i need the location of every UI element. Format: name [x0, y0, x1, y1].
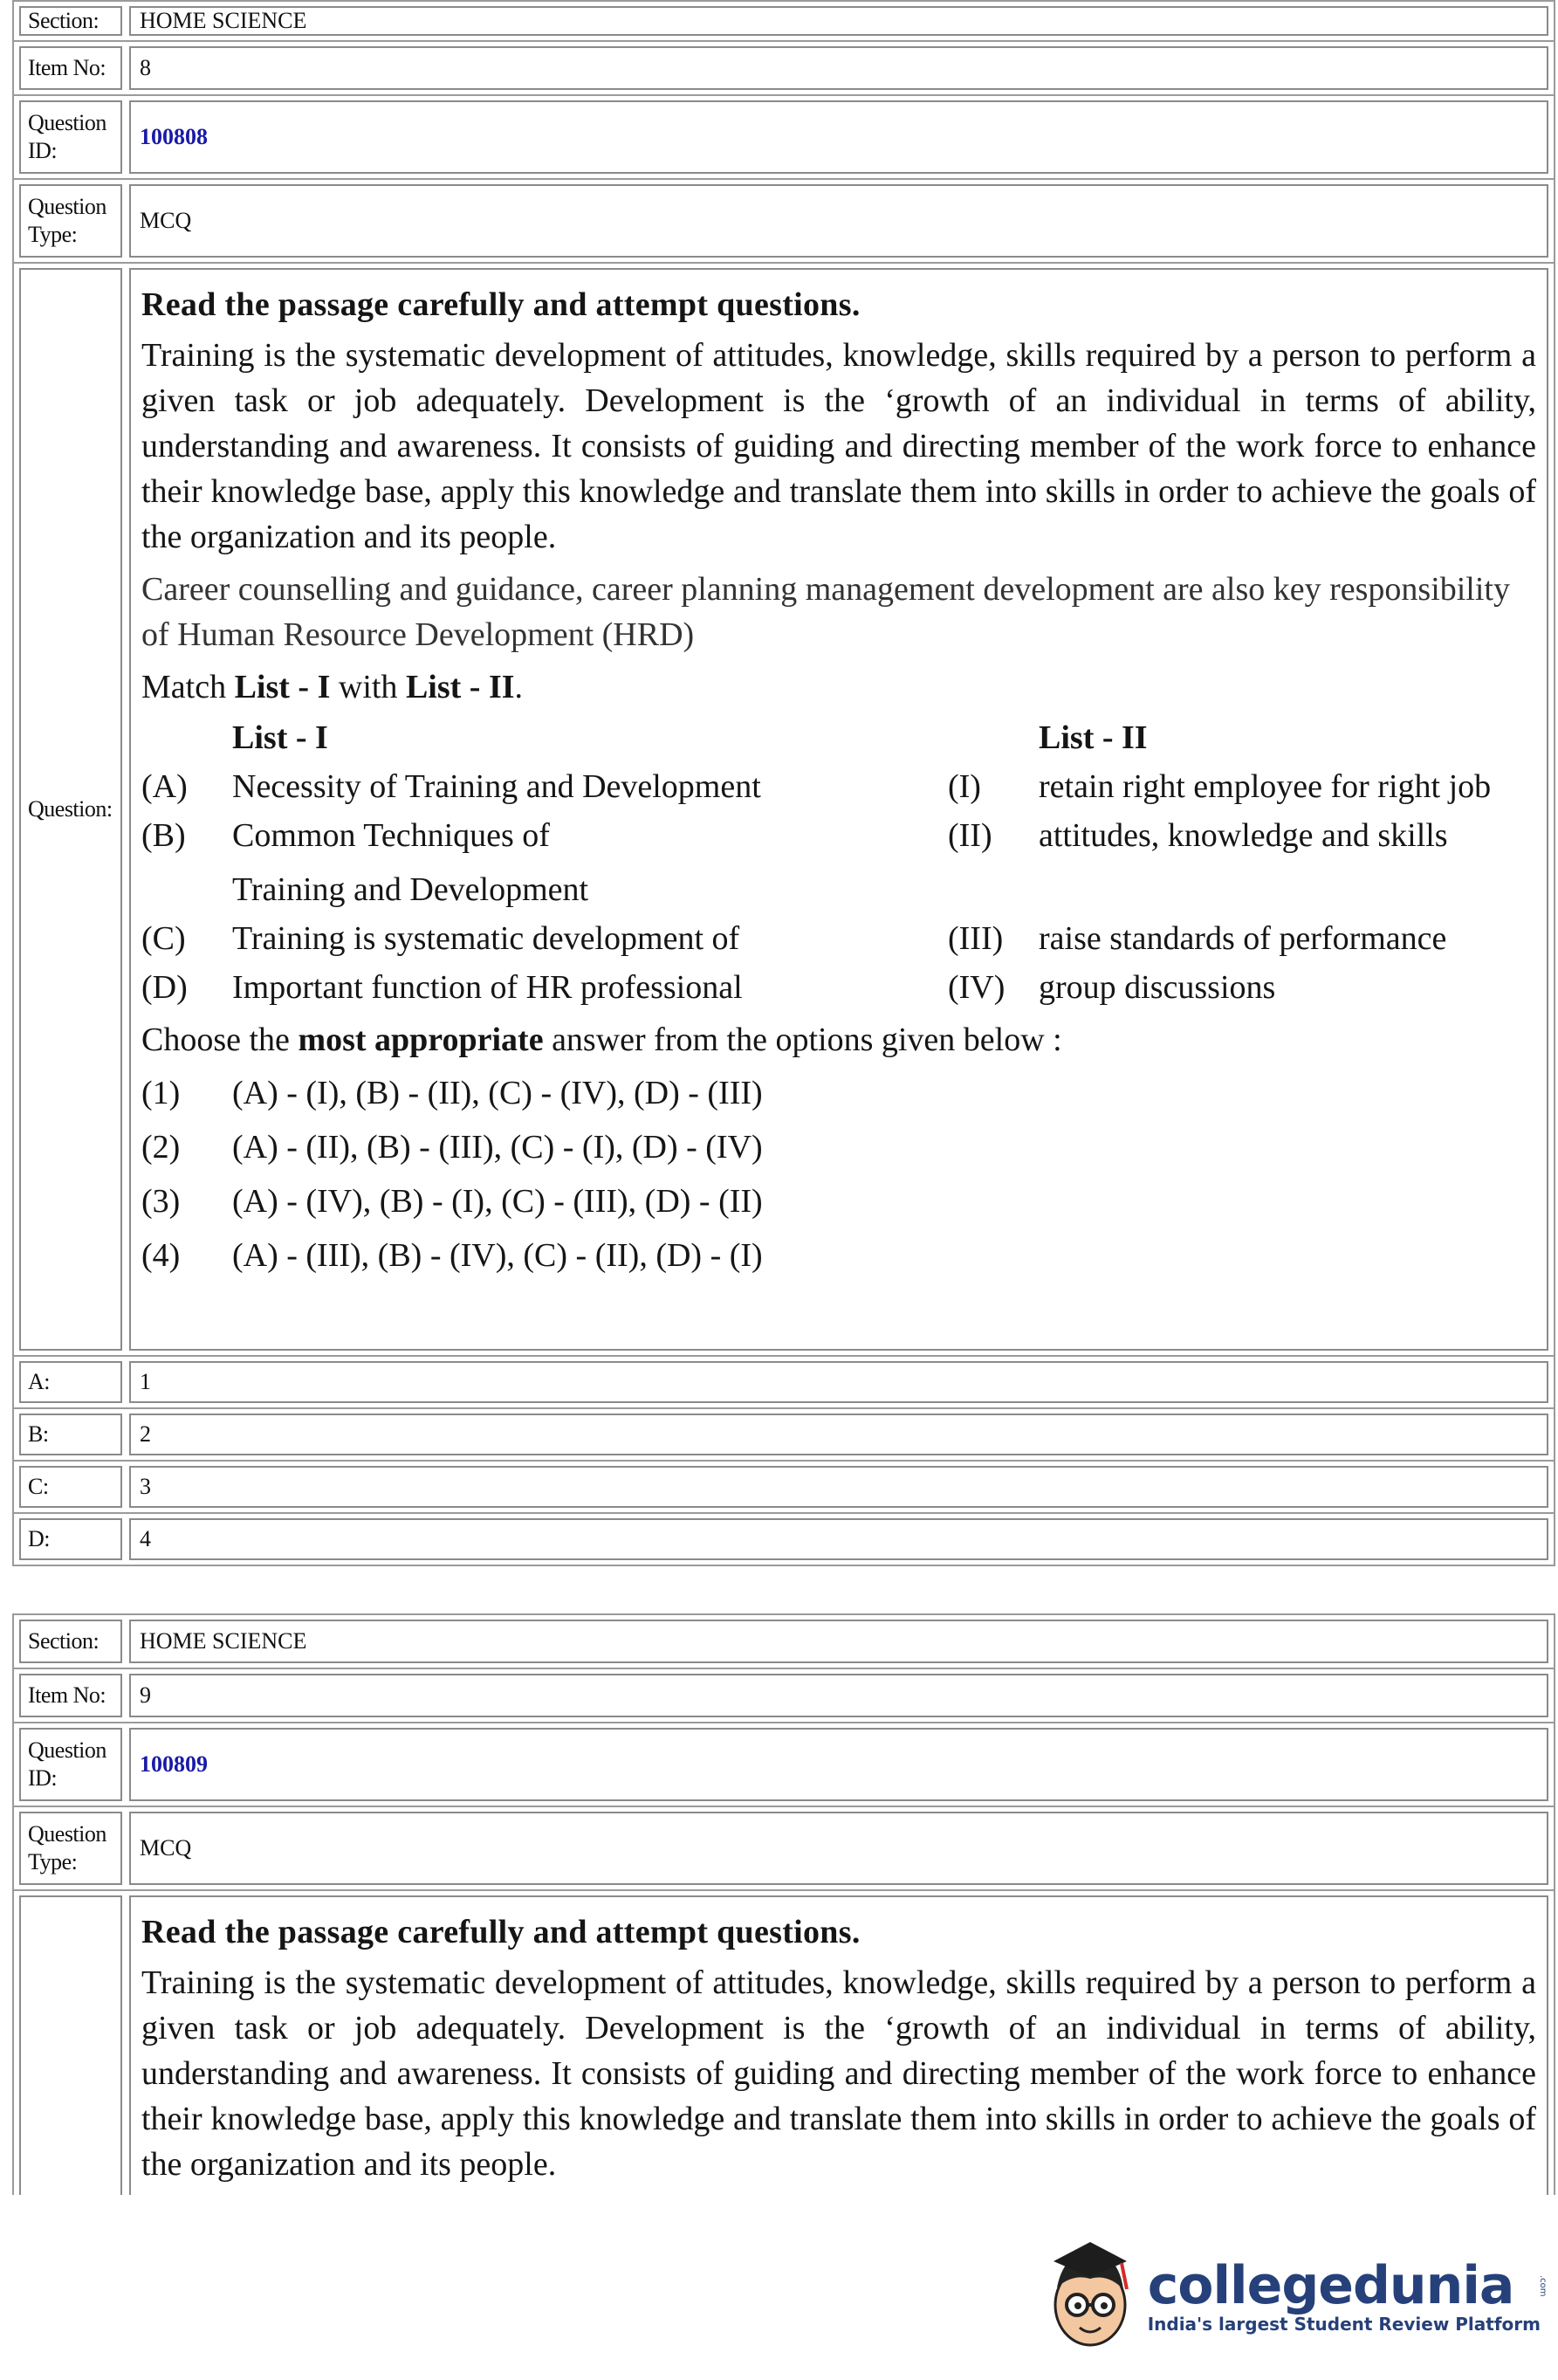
passage-paragraph: Training is the systematic development of attitudes, knowledge, skills required by a person to perform a given task or job adequately. Development is the ‘growth of an individual in terms of ability, understanding and awareness. It consists of guiding and directing member of the work force to enhance their knowledge base, apply this knowledge and translate them into skills in order to achieve the goals of the organization and its people.: [141, 1964, 1536, 2183]
section-label: Section:: [19, 6, 122, 36]
list2-key-iv: (IV): [948, 969, 1005, 1006]
options-list: [141, 1066, 1536, 1283]
collegedunia-logo: [1038, 2235, 1548, 2357]
item-no-label: Item No:: [19, 1674, 122, 1717]
question-label: Question:: [19, 268, 122, 1351]
match-list2: List - II: [405, 669, 515, 705]
option-number: (2): [141, 1129, 181, 1166]
question-type-row: [14, 1807, 1554, 1891]
list2-key-iii: (III): [948, 920, 1004, 957]
question-type-label-line2: Type:: [28, 1849, 78, 1874]
list2-key-ii: (II): [948, 817, 992, 854]
answer-a-value: 1: [129, 1361, 1548, 1403]
option-3: [141, 1174, 1536, 1228]
option-text: (A) - (IV), (B) - (I), (C) - (III), (D) - (II): [232, 1183, 763, 1220]
answer-c-row: [14, 1462, 1554, 1514]
passage-paragraph: Training is the systematic development of attitudes, knowledge, skills required by a person to perform a given task or job adequately. Development is the ‘growth of an individual in terms of ability, understanding and awareness. It consists of guiding and directing member of the work force to enhance their knowledge base, apply this knowledge and translate them into skills in order to achieve the goals of the organization and its people.: [141, 337, 1536, 555]
option-text: (A) - (I), (B) - (II), (C) - (IV), (D) - (III): [232, 1075, 763, 1111]
item-no-label: Item No:: [19, 46, 122, 90]
option-1: [141, 1066, 1536, 1120]
choose-instruction: [141, 1017, 1536, 1063]
item-no-value: 8: [129, 46, 1548, 90]
list1-key-a: (A): [141, 768, 188, 805]
list1-text-b-line2: Training and Development: [232, 871, 589, 908]
answer-d-value: 4: [129, 1518, 1548, 1560]
match-spacer: [141, 715, 232, 760]
question-type-value: MCQ: [129, 184, 1548, 258]
list1-key-d: (D): [141, 969, 188, 1006]
list1-text-d: Important function of HR professional: [232, 969, 743, 1006]
option-number: (1): [141, 1075, 181, 1111]
list2-header: List - II: [1039, 719, 1148, 756]
logo-dotcom: .com: [1538, 2275, 1548, 2297]
option-text: (A) - (II), (B) - (III), (C) - (I), (D) - (IV): [232, 1129, 763, 1166]
choose-pre: Choose the: [141, 1021, 299, 1058]
list1-text-b-line1: Common Techniques of: [232, 817, 550, 854]
section-row: [14, 2, 1554, 42]
question-id-value: 100808: [129, 100, 1548, 174]
mascot-icon: [1038, 2235, 1143, 2357]
match-instruction: [141, 664, 1536, 710]
question-id-label: [19, 1728, 122, 1801]
question-type-label: [19, 184, 122, 258]
list1-header: List - I: [232, 719, 328, 756]
answer-b-value: 2: [129, 1414, 1548, 1455]
question-type-value: MCQ: [129, 1812, 1548, 1885]
question-heading: Read the passage carefully and attempt questions.: [141, 1914, 861, 1950]
question-id-label-line2: ID:: [28, 1765, 58, 1791]
list2-text-i: retain right employee for right job: [1039, 768, 1492, 805]
option-text: (A) - (III), (B) - (IV), (C) - (II), (D) - (I): [232, 1237, 763, 1274]
answer-a-label: A:: [19, 1361, 122, 1403]
answer-d-label: D:: [19, 1518, 122, 1560]
option-2: [141, 1120, 1536, 1174]
choose-post: answer from the options given below :: [543, 1021, 1062, 1058]
question-body: [129, 268, 1548, 1351]
passage-paragraph-2: Career counselling and guidance, career planning management development are also key responsibility of Human Resource Development (HRD): [141, 571, 1510, 653]
list1-key-c: (C): [141, 920, 186, 957]
question-type-label: [19, 1812, 122, 1885]
list1-text-a: Necessity of Training and Development: [232, 768, 761, 805]
option-number: (4): [141, 1237, 181, 1274]
item-no-row: [14, 1669, 1554, 1723]
section-value: HOME SCIENCE: [129, 1620, 1548, 1663]
match-pre: Match: [141, 669, 235, 705]
answer-b-label: B:: [19, 1414, 122, 1455]
item-no-value: 9: [129, 1674, 1548, 1717]
answer-b-row: [14, 1409, 1554, 1462]
question-block-9: [12, 1613, 1555, 2260]
question-id-value: 100809: [129, 1728, 1548, 1801]
question-id-label-line1: Question: [28, 1737, 106, 1763]
question-type-label-line1: Question: [28, 1821, 106, 1847]
list2-text-ii: attitudes, knowledge and skills: [1039, 817, 1448, 854]
list2-text-iv: group discussions: [1039, 969, 1276, 1006]
match-table: [141, 715, 1536, 1010]
question-heading: Read the passage carefully and attempt questions.: [141, 286, 861, 323]
match-mid: with: [330, 669, 406, 705]
choose-bold: most appropriate: [298, 1021, 544, 1058]
answer-c-value: 3: [129, 1466, 1548, 1508]
answer-c-label: C:: [19, 1466, 122, 1508]
question-block-8: [12, 0, 1555, 1566]
question-id-row: [14, 1723, 1554, 1807]
list1-text-b: [232, 809, 948, 912]
section-value: HOME SCIENCE: [129, 6, 1548, 36]
match-spacer: [948, 715, 1039, 760]
question-row: [14, 264, 1554, 1357]
section-row: [14, 1615, 1554, 1669]
list1-key-b: (B): [141, 817, 186, 854]
answer-d-row: [14, 1514, 1554, 1565]
logo-name: collegedunia: [1147, 2255, 1514, 2316]
match-post: .: [514, 669, 524, 705]
section-label: Section:: [19, 1620, 122, 1663]
list2-text-iii: raise standards of performance: [1039, 920, 1447, 957]
list2-key-i: (I): [948, 768, 981, 805]
item-no-row: [14, 42, 1554, 96]
question-type-row: [14, 180, 1554, 264]
question-type-label-line1: Question: [28, 194, 106, 219]
question-id-label-line1: Question: [28, 110, 106, 135]
option-4: [141, 1228, 1536, 1283]
list1-text-c: Training is systematic development of: [232, 920, 740, 957]
answer-a-row: [14, 1357, 1554, 1409]
question-id-label-line2: ID:: [28, 138, 58, 163]
question-type-label-line2: Type:: [28, 222, 78, 247]
question-id-label: [19, 100, 122, 174]
logo-tagline: India's largest Student Review Platform: [1147, 2314, 1541, 2335]
match-list1: List - I: [234, 669, 331, 705]
option-number: (3): [141, 1183, 181, 1220]
question-id-row: [14, 96, 1554, 180]
